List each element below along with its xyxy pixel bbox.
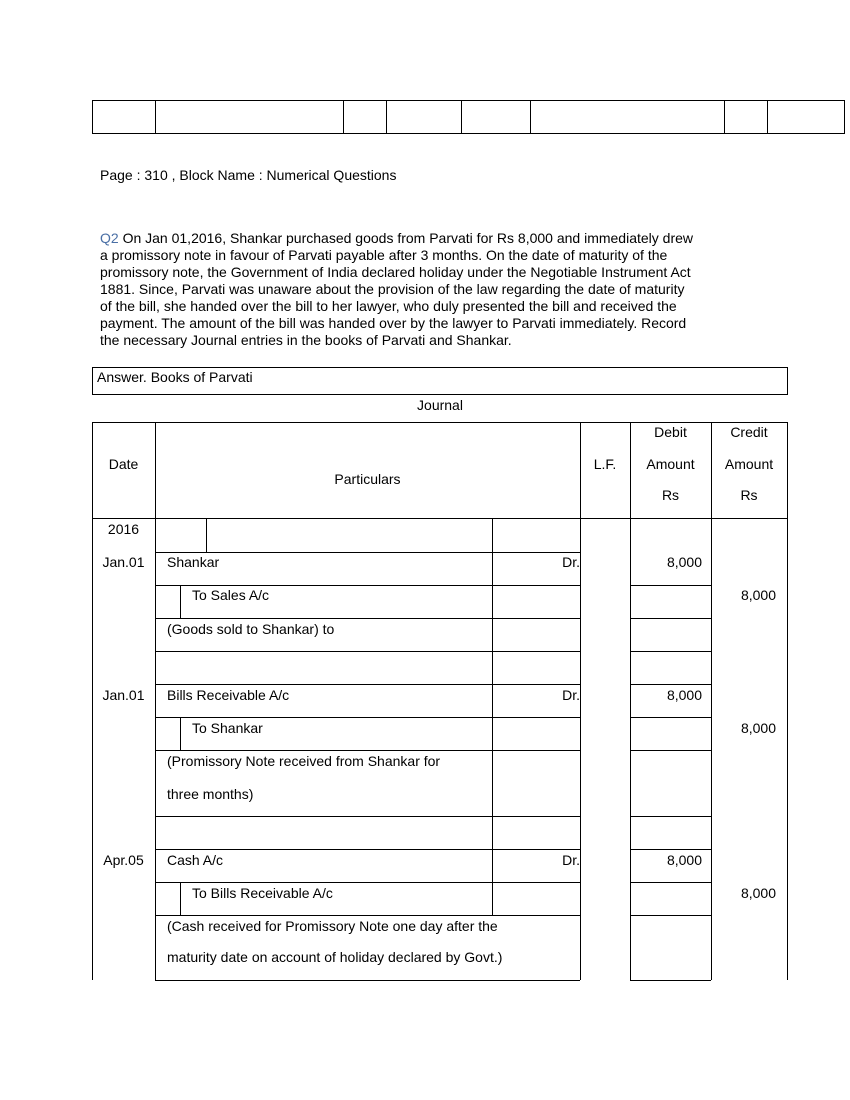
question-line: promissory note, the Government of India declared holiday under the Negotiable Instrument Act: [100, 264, 691, 280]
narration: (Cash received for Promissory Note one day after the: [167, 918, 498, 934]
credit-amount: 8,000: [740, 587, 776, 603]
entry-date: Apr.05: [103, 852, 144, 868]
dr-marker: Dr.: [562, 852, 580, 868]
page-reference: Page : 310 , Block Name : Numerical Questions: [100, 167, 397, 183]
entry-date: Jan.01: [102, 554, 145, 570]
question-line: 1881. Since, Parvati was unaware about the provision of the law regarding the date of maturity: [100, 281, 685, 297]
dr-marker: Dr.: [562, 687, 580, 703]
credit-amount: 8,000: [740, 885, 776, 901]
question-number: Q2: [100, 230, 119, 246]
header-debit: Amount: [646, 456, 695, 472]
question-line: payment. The amount of the bill was handed over by the lawyer to Parvati immediately. Record: [100, 315, 687, 331]
narration: (Goods sold to Shankar) to: [167, 621, 335, 637]
header-particulars: Particulars: [334, 471, 401, 487]
narration: (Promissory Note received from Shankar for: [167, 753, 441, 769]
debit-account: Bills Receivable A/c: [167, 687, 290, 703]
question-line: On Jan 01,2016, Shankar purchased goods from Parvati for Rs 8,000 and immediately drew: [122, 230, 694, 246]
header-lf: L.F.: [593, 456, 617, 472]
narration: maturity date on account of holiday declared by Govt.): [167, 949, 503, 965]
question-line: the necessary Journal entries in the books of Parvati and Shankar.: [100, 332, 512, 348]
journal-year: 2016: [107, 521, 140, 537]
question-line: a promissory note in favour of Parvati payable after 3 months. On the date of maturity of the: [100, 247, 668, 263]
header-credit: Credit: [730, 424, 768, 440]
journal-title: Journal: [417, 397, 463, 413]
dr-marker: Dr.: [562, 554, 580, 570]
header-debit: Debit: [654, 424, 687, 440]
header-debit: Rs: [661, 487, 680, 503]
credit-amount: 8,000: [740, 720, 776, 736]
debit-amount: 8,000: [666, 852, 702, 868]
question-line: of the bill, she handed over the bill to her lawyer, who duly presented the bill and received the: [100, 298, 677, 314]
credit-account: To Shankar: [192, 720, 263, 736]
answer-label: Answer. Books of Parvati: [97, 369, 253, 385]
debit-amount: 8,000: [666, 687, 702, 703]
header-date: Date: [108, 456, 139, 472]
debit-account: Shankar: [167, 554, 220, 570]
debit-amount: 8,000: [666, 554, 702, 570]
entry-date: Jan.01: [102, 687, 145, 703]
narration: three months): [167, 786, 254, 802]
header-credit: Amount: [724, 456, 774, 472]
debit-account: Cash A/c: [167, 852, 224, 868]
credit-account: To Bills Receivable A/c: [192, 885, 333, 901]
credit-account: To Sales A/c: [192, 587, 270, 603]
header-credit: Rs: [740, 487, 758, 503]
